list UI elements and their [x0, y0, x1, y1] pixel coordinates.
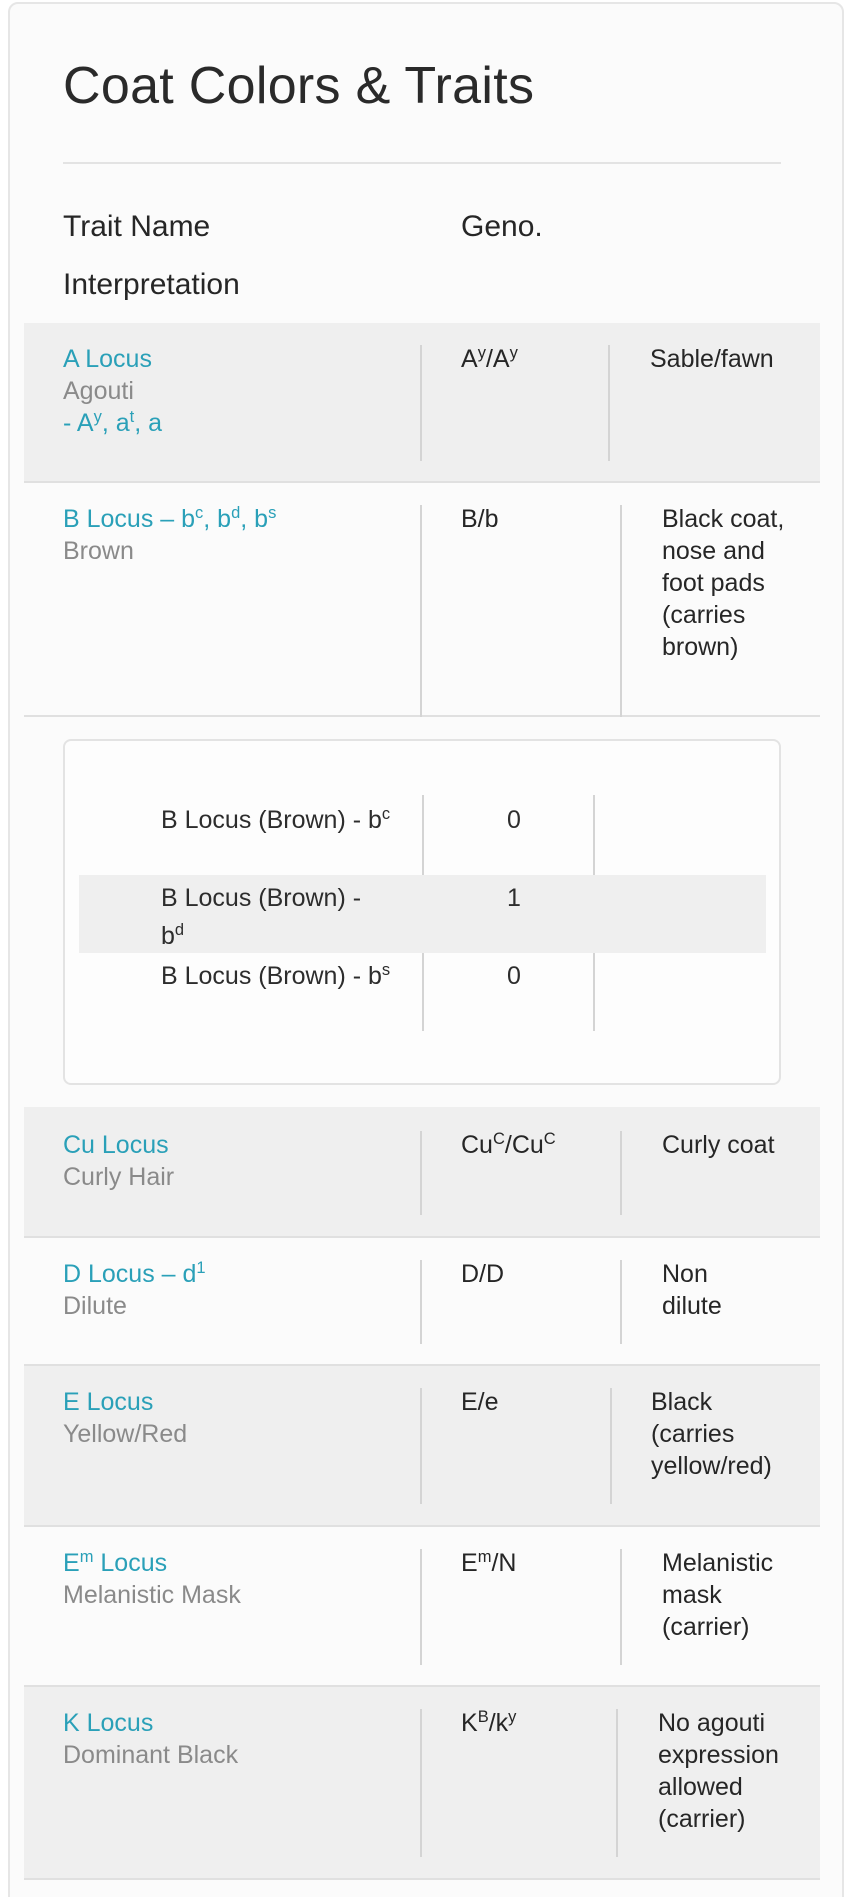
interpretation-value: Curly coat: [662, 1131, 775, 1159]
column-divider: [420, 1709, 422, 1857]
table-row-b-locus: [24, 483, 820, 717]
table-row-e-locus: [24, 1366, 820, 1527]
interpretation-value: Sable/fawn: [650, 345, 774, 373]
table-row-d-locus: [24, 1238, 820, 1366]
table-row-k-locus: [24, 1687, 820, 1880]
detail-row: [79, 797, 766, 875]
column-divider: [420, 1260, 422, 1344]
column-divider: [610, 1388, 612, 1504]
genotype-value: $Cu^C/Cu^C$: [461, 1129, 556, 1159]
trait-link-a-locus[interactable]: A Locus: [63, 345, 152, 373]
column-divider: [420, 1131, 422, 1215]
trait-subtitle: Yellow/Red: [63, 1420, 188, 1448]
column-divider: [616, 1709, 618, 1857]
interpretation-value: Black (carries yellow/red): [651, 1388, 772, 1480]
page-title: Coat Colors & Traits: [63, 57, 535, 115]
trait-link-em-locus[interactable]: $E^m$ Locus: [63, 1547, 168, 1577]
trait-subtitle: Dilute: [63, 1292, 127, 1320]
genotype-value: E/e: [461, 1388, 499, 1416]
interpretation-value: No agouti expression allowed (carrier): [658, 1709, 779, 1833]
trait-link-b-locus[interactable]: B Locus – $b^c$, $b^d$, $b^s$: [63, 503, 277, 533]
table-row-a-locus: [24, 323, 820, 483]
trait-subtitle: Brown: [63, 537, 134, 565]
genotype-value: $K^B/k^y$: [461, 1707, 517, 1737]
genotype-value: B/b: [461, 505, 499, 533]
title-divider: [63, 162, 781, 164]
genotype-value: $A^y/A^y$: [461, 343, 518, 373]
table-row-em-locus: [24, 1527, 820, 1687]
interpretation-value: Melanistic mask (carrier): [662, 1549, 774, 1641]
column-divider: [420, 505, 422, 717]
genotype-value: D/D: [461, 1260, 505, 1288]
detail-row: [79, 953, 766, 1031]
column-divider: [620, 1260, 622, 1344]
trait-link-cu-locus[interactable]: Cu Locus: [63, 1131, 169, 1159]
trait-link-k-locus[interactable]: K Locus: [63, 1709, 154, 1737]
trait-alleles-a-locus[interactable]: - $A^y$, $a^t$, a: [63, 407, 163, 437]
header-trait-name: Trait Name: [63, 210, 211, 243]
detail-label: B Locus (Brown) - $b^c$: [161, 804, 391, 834]
trait-subtitle: Dominant Black: [63, 1741, 239, 1769]
trait-link-d-locus[interactable]: D Locus – $d^1$: [63, 1258, 206, 1288]
column-divider: [620, 1549, 622, 1665]
column-divider: [420, 345, 422, 461]
table-row-cu-locus: [24, 1107, 820, 1238]
header-genotype: Geno.: [461, 210, 543, 243]
column-divider: [620, 505, 622, 717]
column-divider: [420, 1388, 422, 1504]
trait-subtitle: Curly Hair: [63, 1163, 175, 1191]
trait-subtitle: Agouti: [63, 377, 134, 405]
interpretation-value: Black coat, nose and foot pads (carries brown): [662, 505, 785, 661]
column-divider: [420, 1549, 422, 1665]
b-locus-detail-panel: [63, 739, 781, 1085]
trait-subtitle: Melanistic Mask: [63, 1581, 241, 1609]
column-divider: [620, 1131, 622, 1215]
detail-value: 1: [507, 884, 521, 912]
interpretation-value: Non dilute: [662, 1260, 722, 1320]
detail-value: 0: [507, 962, 521, 990]
detail-value: 0: [507, 806, 521, 834]
trait-link-e-locus[interactable]: E Locus: [63, 1388, 154, 1416]
detail-label: B Locus (Brown) - $b^d$: [161, 884, 362, 950]
column-divider: [608, 345, 610, 461]
detail-label: B Locus (Brown) - $b^s$: [161, 960, 391, 990]
genotype-value: $E^m/N$: [461, 1547, 517, 1577]
header-interpretation: Interpretation: [63, 268, 240, 301]
detail-row: [79, 875, 766, 953]
